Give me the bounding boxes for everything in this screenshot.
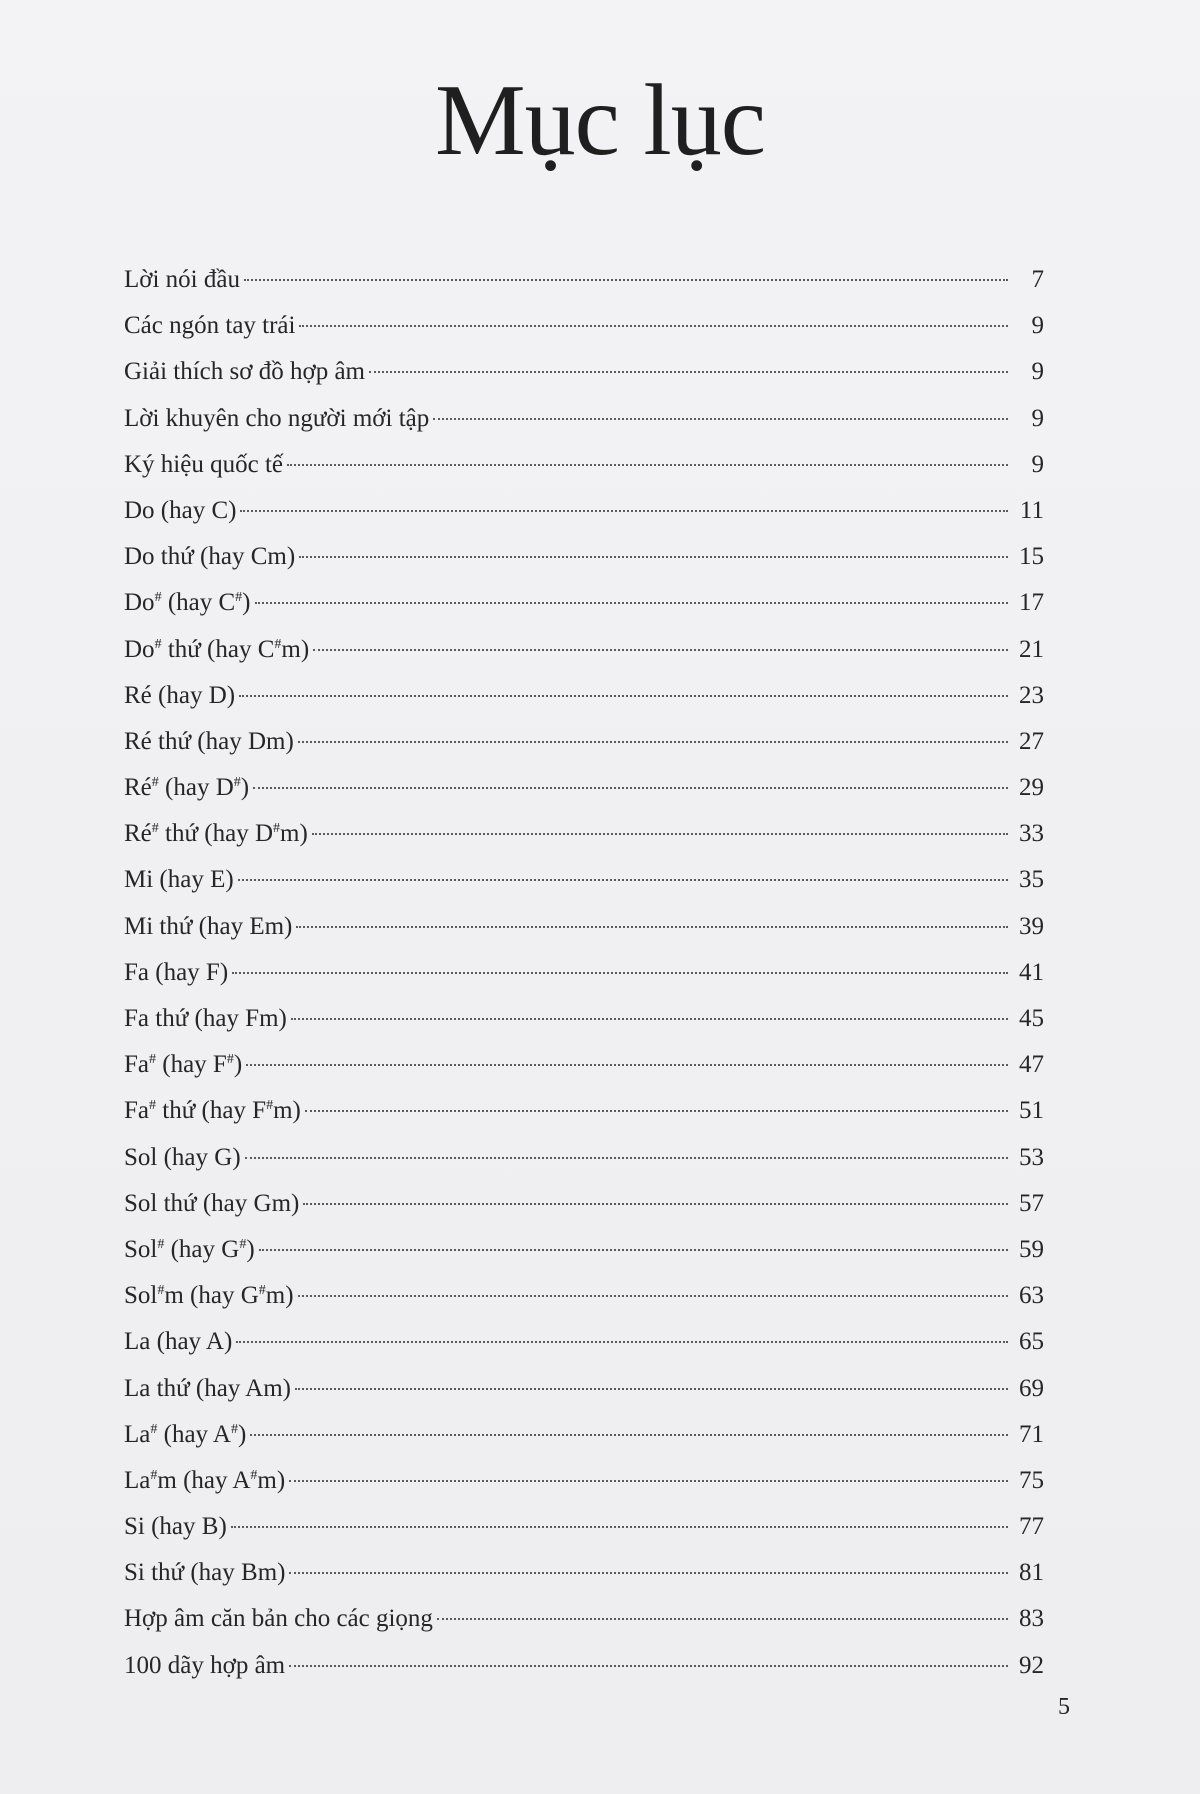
- toc-entry-page: 9: [1031, 312, 1044, 340]
- toc-entry-title: [124, 1273, 294, 1319]
- toc-entry-page: 59: [1019, 1235, 1044, 1263]
- dot-leader: [239, 695, 1008, 697]
- dot-leader: [433, 418, 1008, 420]
- dot-leader: [303, 1203, 1008, 1205]
- toc-entry-page: 33: [1019, 820, 1044, 848]
- title-text: Giải thích sơ đồ hợp âm: [124, 358, 365, 386]
- toc-entry: [124, 1319, 1044, 1365]
- toc-entry-title: [124, 1227, 255, 1273]
- toc-entry-title: [124, 442, 283, 488]
- dot-leader: [232, 972, 1008, 974]
- toc-entry-page: 63: [1019, 1282, 1044, 1310]
- toc-entry-page: 81: [1019, 1559, 1044, 1587]
- table-of-contents: [124, 257, 1044, 1689]
- toc-entry-page: 17: [1019, 589, 1044, 617]
- toc-entry-title: [124, 996, 287, 1042]
- toc-entry-title: [124, 349, 365, 395]
- toc-entry-page: 21: [1019, 635, 1044, 663]
- toc-entry: [124, 673, 1044, 719]
- toc-entry: [124, 396, 1044, 442]
- toc-entry-title: [124, 904, 292, 950]
- toc-entry: [124, 1088, 1044, 1134]
- toc-entry-title: [124, 1596, 433, 1642]
- title-text: ): [233, 1051, 243, 1079]
- toc-entry-page: 27: [1019, 727, 1044, 755]
- toc-entry-title: [124, 950, 228, 996]
- title-text: Fa thứ (hay Fm): [124, 1005, 287, 1032]
- toc-entry-page: 75: [1019, 1466, 1044, 1494]
- title-text: 100 dãy hợp âm: [124, 1651, 286, 1679]
- toc-entry-page: 53: [1019, 1143, 1044, 1171]
- toc-entry-page: 41: [1019, 958, 1044, 986]
- sharp-superscript: #: [157, 1283, 165, 1299]
- toc-entry-page: 9: [1031, 450, 1044, 478]
- dot-leader: [437, 1618, 1008, 1620]
- title-text: thứ (hay D: [158, 820, 274, 848]
- title-text: Ré: [124, 774, 152, 802]
- toc-entry-page: 71: [1019, 1420, 1044, 1448]
- title-text: thứ (hay C: [161, 635, 275, 663]
- dot-leader: [296, 926, 1008, 928]
- title-text: Ré (hay D): [124, 681, 236, 709]
- sharp-superscript: #: [266, 1098, 274, 1114]
- title-text: (hay F: [156, 1051, 227, 1079]
- title-text: Sol thứ (hay Gm): [124, 1189, 300, 1217]
- toc-entry: [124, 627, 1044, 673]
- toc-entry-page: 29: [1019, 774, 1044, 802]
- sharp-superscript: #: [151, 775, 159, 791]
- dot-leader: [238, 879, 1008, 881]
- sharp-superscript: #: [226, 1052, 234, 1068]
- dot-leader: [295, 1388, 1008, 1390]
- toc-entry-title: [124, 534, 295, 580]
- dot-leader: [253, 787, 1008, 789]
- title-text: (hay D: [158, 774, 234, 802]
- dot-leader: [299, 325, 1008, 327]
- toc-entry: [124, 257, 1044, 303]
- toc-entry-title: [124, 1412, 246, 1458]
- toc-entry-page: 35: [1019, 866, 1044, 894]
- title-text: Do thứ (hay Cm): [124, 543, 296, 571]
- sharp-superscript: #: [250, 1467, 258, 1483]
- sharp-superscript: #: [230, 1421, 238, 1437]
- toc-entry: [124, 1550, 1044, 1596]
- title-text: Si (hay B): [124, 1513, 227, 1541]
- toc-entry-page: 7: [1031, 266, 1044, 293]
- sharp-superscript: #: [235, 590, 243, 606]
- title-text: ): [246, 1235, 255, 1263]
- sharp-superscript: #: [274, 636, 282, 652]
- page-number: 5: [1058, 1694, 1070, 1720]
- dot-leader: [236, 1341, 1008, 1343]
- toc-entry: [124, 996, 1044, 1042]
- toc-entry-title: [124, 257, 240, 303]
- sharp-superscript: #: [258, 1283, 266, 1299]
- sharp-superscript: #: [151, 821, 159, 837]
- title-text: Do: [124, 635, 155, 663]
- dot-leader: [244, 279, 1008, 281]
- dot-leader: [231, 1526, 1008, 1528]
- toc-entry-title: [124, 627, 309, 673]
- toc-entry-title: [124, 488, 236, 534]
- title-text: Ré: [124, 820, 152, 848]
- title-text: Mi thứ (hay Em): [124, 912, 293, 940]
- toc-entry: [124, 811, 1044, 857]
- toc-entry-title: [124, 811, 308, 857]
- dot-leader: [250, 1434, 1008, 1436]
- toc-entry-page: 83: [1019, 1605, 1044, 1633]
- sharp-superscript: #: [150, 1467, 158, 1483]
- toc-entry: [124, 1273, 1044, 1319]
- dot-leader: [287, 464, 1008, 466]
- dot-leader: [298, 741, 1008, 743]
- dot-leader: [255, 602, 1009, 604]
- title-text: ): [237, 1420, 247, 1448]
- sharp-superscript: #: [150, 1421, 158, 1437]
- title-text: Các ngón tay trái: [124, 312, 296, 340]
- title-text: m (hay G: [164, 1282, 259, 1310]
- toc-entry-page: 15: [1019, 543, 1044, 571]
- toc-entry: [124, 1458, 1044, 1504]
- toc-entry-page: 77: [1019, 1513, 1044, 1541]
- sharp-superscript: #: [239, 1236, 247, 1252]
- toc-entry-title: [124, 1643, 285, 1689]
- sharp-superscript: #: [149, 1052, 156, 1068]
- toc-entry-title: [124, 765, 249, 811]
- title-text: m): [257, 1466, 286, 1494]
- toc-entry: [124, 857, 1044, 903]
- toc-entry: [124, 765, 1044, 811]
- title-text: m): [273, 1097, 301, 1125]
- title-text: Fa: [124, 1097, 149, 1125]
- toc-entry-page: 11: [1019, 496, 1044, 524]
- title-text: Lời nói đầu: [124, 266, 240, 293]
- toc-entry: [124, 1643, 1044, 1689]
- title-text: (hay A: [157, 1420, 231, 1448]
- toc-entry-title: [124, 1319, 232, 1365]
- toc-entry-page: 57: [1019, 1189, 1044, 1217]
- dot-leader: [289, 1480, 1008, 1482]
- toc-entry: [124, 904, 1044, 950]
- toc-entry: [124, 1504, 1044, 1550]
- title-text: La thứ (hay Am): [124, 1374, 291, 1402]
- title-text: Sol (hay G): [124, 1143, 241, 1171]
- title-text: Ký hiệu quốc tế: [124, 450, 283, 478]
- title-text: m): [265, 1282, 294, 1310]
- title-text: Do: [124, 589, 155, 617]
- sharp-superscript: #: [273, 821, 281, 837]
- dot-leader: [240, 510, 1008, 512]
- toc-entry: [124, 1042, 1044, 1088]
- dot-leader: [289, 1572, 1008, 1574]
- toc-entry-page: 39: [1019, 912, 1044, 940]
- dot-leader: [259, 1249, 1008, 1251]
- title-text: thứ (hay F: [156, 1097, 267, 1125]
- toc-entry-title: [124, 719, 294, 765]
- dot-leader: [305, 1110, 1008, 1112]
- toc-entry-title: [124, 1504, 227, 1550]
- toc-entry-page: 47: [1019, 1051, 1044, 1079]
- sharp-superscript: #: [157, 1236, 165, 1252]
- toc-entry-page: 45: [1019, 1005, 1044, 1032]
- title-text: ): [242, 589, 251, 617]
- title-text: La: [124, 1420, 151, 1448]
- title-text: Sol: [124, 1282, 158, 1310]
- toc-entry-page: 9: [1031, 358, 1044, 386]
- toc-entry: [124, 1135, 1044, 1181]
- toc-entry: [124, 534, 1044, 580]
- toc-entry: [124, 1366, 1044, 1412]
- toc-entry-title: [124, 396, 429, 442]
- toc-entry-title: [124, 1042, 242, 1088]
- toc-entry-title: [124, 1458, 285, 1504]
- toc-entry: [124, 488, 1044, 534]
- title-text: La (hay A): [124, 1328, 233, 1356]
- toc-entry-title: [124, 1550, 285, 1596]
- title-text: Fa (hay F): [124, 958, 229, 986]
- title-text: Ré thứ (hay Dm): [124, 727, 294, 755]
- toc-entry-title: [124, 580, 251, 626]
- toc-entry-title: [124, 303, 295, 349]
- toc-entry-title: [124, 1135, 241, 1181]
- toc-entry-title: [124, 1088, 301, 1134]
- toc-entry-page: 51: [1019, 1097, 1044, 1125]
- toc-entry: [124, 580, 1044, 626]
- sharp-superscript: #: [154, 590, 162, 606]
- dot-leader: [298, 1295, 1008, 1297]
- toc-entry-page: 92: [1019, 1651, 1044, 1679]
- title-text: Sol: [124, 1235, 158, 1263]
- title-text: m): [280, 820, 308, 848]
- toc-entry: [124, 349, 1044, 395]
- toc-entry: [124, 1412, 1044, 1458]
- toc-entry-page: 23: [1019, 681, 1044, 709]
- toc-entry: [124, 950, 1044, 996]
- toc-entry-page: 69: [1019, 1374, 1044, 1402]
- toc-entry: [124, 1227, 1044, 1273]
- dot-leader: [289, 1665, 1008, 1667]
- dot-leader: [299, 556, 1008, 558]
- title-text: m): [281, 635, 310, 663]
- dot-leader: [313, 649, 1008, 651]
- toc-entry-title: [124, 1366, 291, 1412]
- title-text: Mi (hay E): [124, 866, 234, 894]
- toc-entry-title: [124, 1181, 299, 1227]
- toc-entry-page: 9: [1031, 404, 1044, 432]
- title-text: Do (hay C): [124, 496, 237, 524]
- title-text: m (hay A: [157, 1466, 251, 1494]
- title-text: Hợp âm căn bản cho các giọng: [124, 1605, 433, 1633]
- title-text: (hay C: [161, 589, 236, 617]
- toc-entry-page: 65: [1019, 1328, 1044, 1356]
- title-text: La: [124, 1466, 151, 1494]
- title-text: Si thứ (hay Bm): [124, 1559, 286, 1587]
- dot-leader: [246, 1064, 1008, 1066]
- sharp-superscript: #: [154, 636, 162, 652]
- dot-leader: [369, 371, 1008, 373]
- toc-entry: [124, 1596, 1044, 1642]
- title-text: (hay G: [164, 1235, 240, 1263]
- toc-entry: [124, 303, 1044, 349]
- title-text: Fa: [124, 1051, 149, 1079]
- toc-entry-title: [124, 857, 234, 903]
- dot-leader: [245, 1157, 1008, 1159]
- page-title: Mục lục: [434, 64, 766, 177]
- title-text: ): [240, 774, 250, 802]
- sharp-superscript: #: [149, 1098, 156, 1114]
- sharp-superscript: #: [233, 775, 241, 791]
- title-text: Lời khuyên cho người mới tập: [124, 404, 430, 432]
- toc-entry-title: [124, 673, 235, 719]
- dot-leader: [291, 1018, 1008, 1020]
- dot-leader: [312, 833, 1008, 835]
- toc-entry: [124, 442, 1044, 488]
- toc-entry: [124, 719, 1044, 765]
- toc-entry: [124, 1181, 1044, 1227]
